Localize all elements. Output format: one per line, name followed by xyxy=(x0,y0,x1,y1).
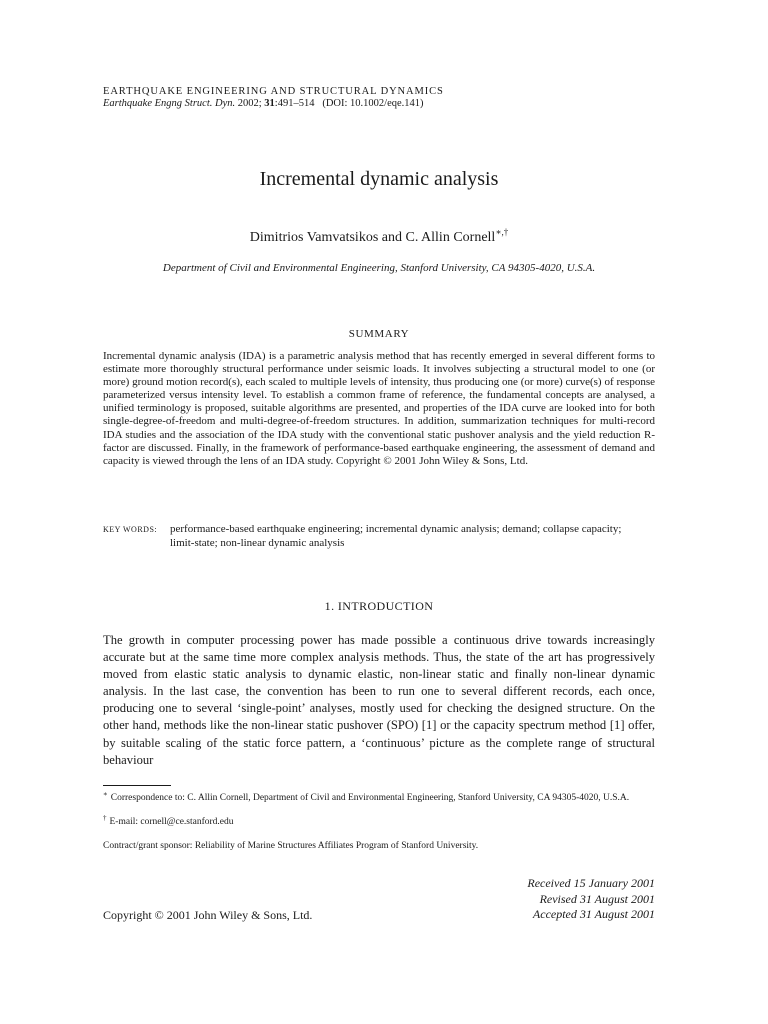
footnote-divider xyxy=(103,785,171,786)
journal-abbrev: Earthquake Engng Struct. Dyn. xyxy=(103,98,236,109)
keywords-text: performance-based earthquake engineering; incremental dynamic analysis; demand; collapse capacity; limit-state; non-linear dynamic analysis xyxy=(170,523,622,549)
received-date: Received 15 January 2001 xyxy=(527,876,655,890)
footnote-email xyxy=(103,816,655,828)
journal-pages: :491–514 xyxy=(274,98,315,109)
footnote-mark: ∗ xyxy=(103,790,108,798)
copyright-notice: Copyright © 2001 John Wiley & Sons, Ltd. xyxy=(103,908,313,922)
footnote-correspondence xyxy=(103,792,655,804)
accepted-date: Accepted 31 August 2001 xyxy=(532,907,655,921)
journal-name: EARTHQUAKE ENGINEERING AND STRUCTURAL DYNAMICS xyxy=(103,86,444,97)
revised-date: Revised 31 August 2001 xyxy=(539,891,655,906)
grant-sponsor: Contract/grant sponsor: Reliability of Marine Structures Affiliates Program of Stanford University. xyxy=(103,841,479,851)
publication-dates xyxy=(355,876,655,923)
paper-authors xyxy=(103,229,655,247)
journal-citation xyxy=(103,98,655,110)
introduction-text: The growth in computer processing power has made possible a continuous drive towards increasingly accurate but at the same time more complex analysis methods. Thus, the state of the art has progressively moved from elastic static analysis to dynamic elastic, non-linear static and finally non-linear dynamic analysis. In the last case, the convention has been to run one to several different records, each once, producing one to several ‘single-point’ analyses, mostly used for checking the designed structure. On the other hand, methods like the non-linear static pushover (SPO) [1] or the capacity spectrum method [1] offer, by suitable scaling of the static force pattern, a ‘continuous’ picture as the complete range of structural behaviour xyxy=(103,633,655,767)
journal-volume: 31 xyxy=(264,98,275,109)
footnote-mark: † xyxy=(103,814,107,822)
journal-doi: (DOI: 10.1002/eqe.141) xyxy=(322,98,424,109)
section-heading-introduction: 1. INTRODUCTION xyxy=(324,599,434,613)
footnote-text: E-mail: cornell@ce.stanford.edu xyxy=(109,817,234,827)
author-footnote-marks: ∗,† xyxy=(495,227,509,237)
author-names: Dimitrios Vamvatsikos and C. Allin Cornell xyxy=(249,230,496,245)
keywords-label: KEY WORDS: xyxy=(103,525,158,534)
paper-title: Incremental dynamic analysis xyxy=(259,168,499,190)
author-affiliation: Department of Civil and Environmental Engineering, Stanford University, CA 94305-4020, U.S.A. xyxy=(162,262,596,274)
abstract-text: Incremental dynamic analysis (IDA) is a parametric analysis method that has recently emerged in several different forms to estimate more thoroughly structural performance under seismic loads. It involves subjecting a structural model to one (or more) ground motion record(s), each scaled to multiple levels of intensity, thus producing one (or more) curve(s) of response parameterized versus intensity level. To establish a common frame of reference, the fundamental concepts are analysed, a unified terminology is proposed, suitable algorithms are presented, and properties of the IDA curve are looked into for both single-degree-of-freedom and multi-degree-of-freedom structures. In addition, summarization techniques for multi-record IDA studies and the association of the IDA study with the conventional static pushover analysis and the yield reduction R-factor are discussed. Finally, in the framework of performance-based earthquake engineering, the assessment of demand and capacity is viewed through the lens of an IDA study. Copyright © 2001 John Wiley & Sons, Ltd. xyxy=(103,350,655,467)
footnote-text: Correspondence to: C. Allin Cornell, Department of Civil and Environmental Engineering, Stanford University, CA 94305-4020, U.S.A. xyxy=(110,793,630,803)
summary-heading: SUMMARY xyxy=(348,328,410,340)
journal-year: 2002; xyxy=(237,98,262,109)
